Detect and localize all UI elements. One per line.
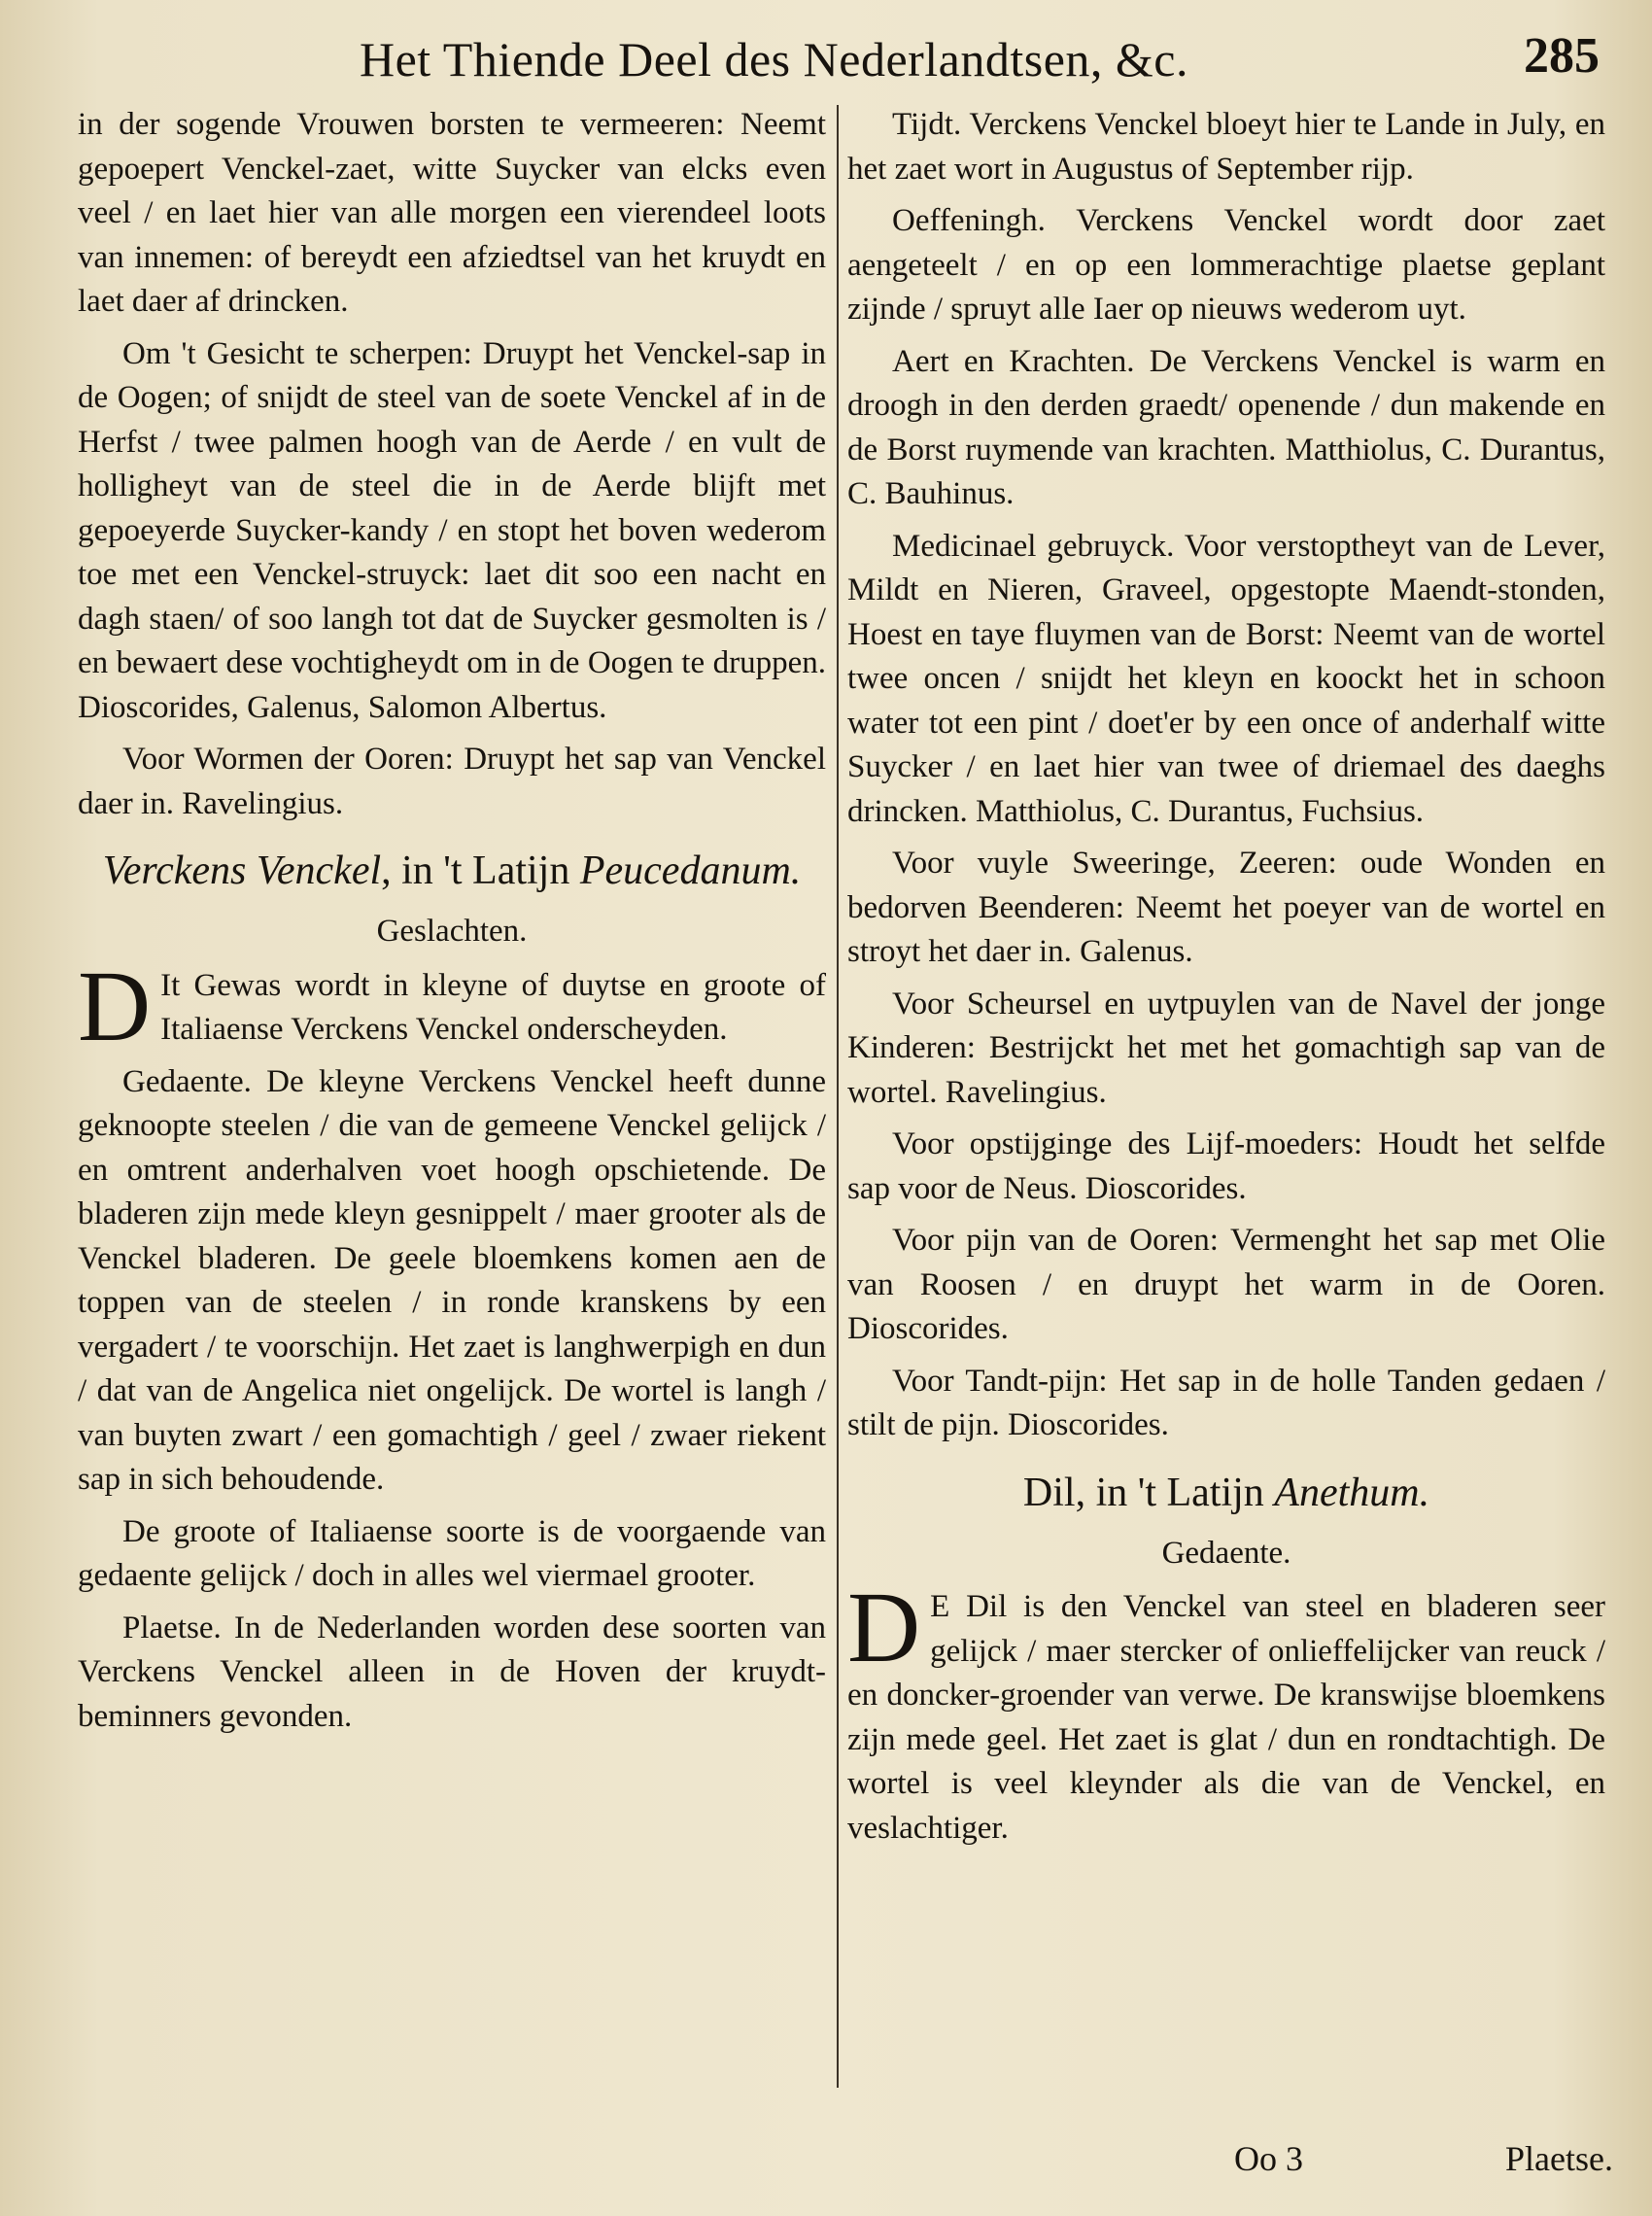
paragraph: Medicinael gebruyck. Voor verstoptheyt van de Lever, Mildt en Nieren, Graveel, opgestopte Maendt-stonden, Hoest en taye fluymen van de Borst: Neemt van de wortel twee oncen / snijdt het kleyn en koockt het in schoon water tot een pint / doet'er by een once of anderhalf witte Suycker / en laet hier van twee of driemael des daeghs drincken. Matthiolus, C. Durantus, Fuchsius.	[847, 528, 1605, 829]
paragraph: Voor Tandt-pijn: Het sap in de holle Tanden gedaen / stilt de pijn. Dioscorides.	[847, 1363, 1605, 1442]
section-subhead: Gedaente.	[1161, 1535, 1291, 1571]
left-column	[78, 103, 826, 2138]
section-title	[78, 846, 826, 896]
catchword: Plaetse.	[1505, 2139, 1613, 2178]
paragraph-with-dropcap	[847, 1572, 1605, 1851]
paragraph: Voor Wormen der Ooren: Druypt het sap van Venckel daer in. Ravelingius.	[78, 742, 826, 821]
section-title-latin: Anethum.	[1274, 1470, 1430, 1515]
page-header	[360, 27, 1613, 95]
paragraph: in der sogende Vrouwen borsten te vermeeren: Neemt gepoepert Venckel-zaet, witte Suycker van elcks even veel / en laet hier van alle morgen een vierendeel loots van innemen: of bereydt een afziedtsel van het kruydt en laet daer af drincken.	[78, 107, 826, 319]
right-column	[847, 103, 1605, 2138]
paragraph-with-dropcap	[78, 950, 826, 1062]
paragraph: Oeffeningh. Verckens Venckel wordt door zaet aengeteelt / en op een lommerachtige plaetse geplant zijnde / spruyt alle Iaer op nieuws wederom uyt.	[847, 203, 1605, 327]
paragraph-text: E Dil is den Venckel van steel en bladeren seer gelijck / maer stercker of onlieffelijcker van reuck / en doncker-groender van verwe. De kranswijse bloemkens zijn mede geel. Het zaet is glat / dun en rondtachtigh. De wortel is veel kleynder als die van de Venckel, en veslachtiger.	[847, 1589, 1605, 1846]
section-title-italic: Verckens Venckel	[102, 848, 382, 893]
section-subhead: Geslachten.	[376, 914, 528, 949]
section-title-main: Dil	[1022, 1470, 1076, 1515]
paragraph: Tijdt. Verckens Venckel bloeyt hier te Lande in July, en het zaet wort in Augustus of September rijp.	[847, 107, 1605, 187]
page-number: 285	[1524, 28, 1600, 84]
paragraph: Voor vuyle Sweeringe, Zeeren: oude Wonden en bedorven Beenderen: Neemt het poeyer van de wortel en stroyt het daer in. Galenus.	[847, 846, 1605, 969]
paragraph: Gedaente. De kleyne Verckens Venckel heeft dunne geknoopte steelen / die van de gemeene Venckel gelijck / en omtrent anderhalven voet hoogh opschietende. De bladeren zijn mede kleyn gesnippelt / maer grooter als de Venckel bladeren. De geele bloemkens komen aen de toppen van de steelen / in ronde kranskens by een vergadert / te voorschijn. Het zaet is langhwerpigh en dun / dat van de Angelica niet ongelijck. De wortel is langh / van buyten zwart / een gomachtigh / geel / zwaer riekent sap in sich behoudende.	[78, 1063, 826, 1497]
drop-cap: D	[78, 950, 152, 1062]
running-head: Het Thiende Deel des Nederlandtsen, &c.	[360, 32, 1188, 87]
section-title-mid: , in 't Latijn	[1075, 1470, 1275, 1515]
paragraph: Voor Scheursel en uytpuylen van de Navel der jonge Kinderen: Bestrijckt het met het gomachtigh sap van de wortel. Ravelingius.	[847, 986, 1605, 1110]
drop-cap: D	[847, 1572, 921, 1683]
section-title	[847, 1468, 1605, 1518]
paragraph: Voor pijn van de Ooren: Vermenght het sap met Olie van Roosen / en druypt het warm in de Ooren. Dioscorides.	[847, 1223, 1605, 1346]
paragraph: De groote of Italiaense soorte is de voorgaende van gedaente gelijck / doch in alles wel viermael grooter.	[78, 1513, 826, 1593]
section-title-latin: Peucedanum.	[579, 848, 802, 893]
paragraph: Aert en Krachten. De Verckens Venckel is warm en droogh in den derden graedt/ openende / dun makende en de Borst ruymende van krachten. Matthiolus, C. Durantus, C. Bauhinus.	[847, 343, 1605, 511]
paragraph: Om 't Gesicht te scherpen: Druypt het Venckel-sap in de Oogen; of snijdt de steel van de soete Venckel af in de Herfst / twee palmen hoogh van de Aerde / en vult de holligheyt van de steel die in de Aerde blijft met gepoeyerde Suycker-kandy / en stopt het boven wederom toe met een Venckel-struyck: laet dit soo een nacht en dagh staen/ of soo langh tot dat de Suycker gesmolten is / en bewaert dese vochtigheydt om in de Oogen te druppen. Dioscorides, Galenus, Salomon Albertus.	[78, 335, 826, 725]
paragraph: Plaetse. In de Nederlanden worden dese soorten van Verckens Venckel alleen in de Hoven der kruydt-beminners gevonden.	[78, 1610, 826, 1734]
signature-mark: Oo 3	[1234, 2139, 1303, 2178]
page-footer	[1234, 2138, 1623, 2197]
paragraph: Voor opstijginge des Lijf-moeders: Houdt het selfde sap voor de Neus. Dioscorides.	[847, 1126, 1605, 1206]
section-title-mid: , in 't Latijn	[381, 848, 580, 893]
column-divider	[837, 105, 839, 2088]
paragraph-text: It Gewas wordt in kleyne of duytse en groote of Italiaense Verckens Venckel onderscheyden.	[160, 967, 826, 1047]
